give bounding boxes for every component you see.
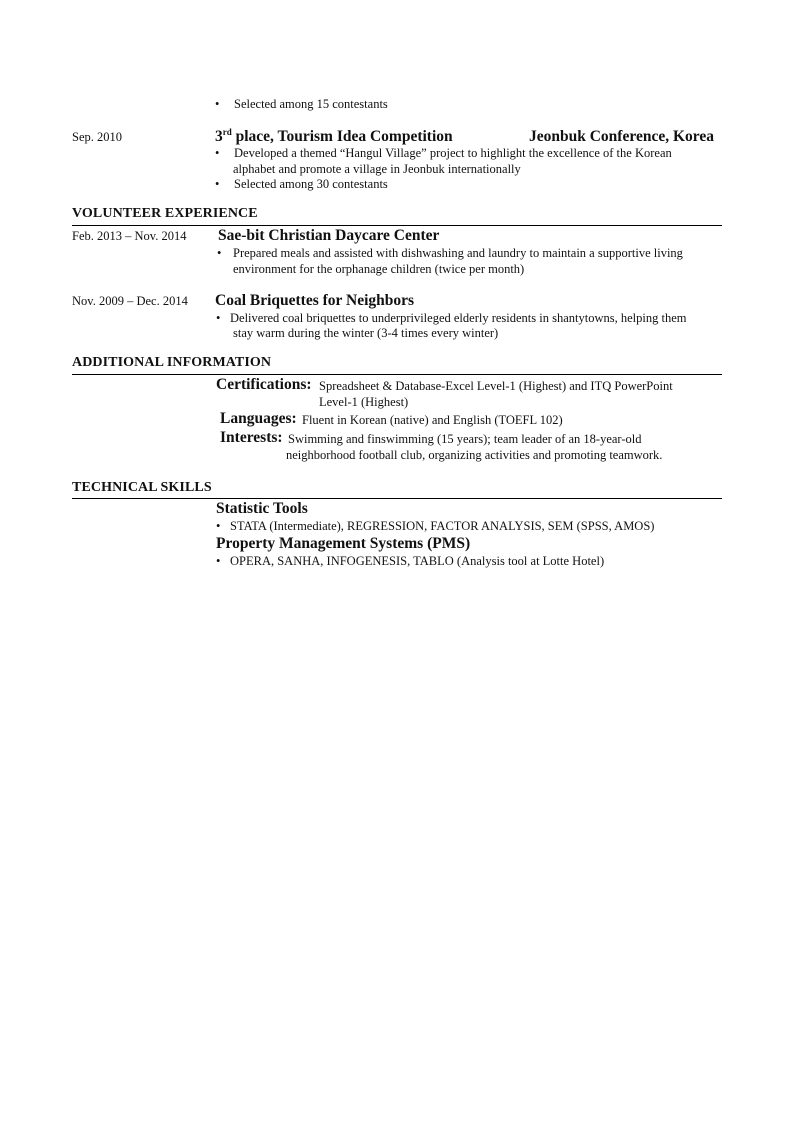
languages-label: Languages: xyxy=(220,410,297,427)
entry-date: Sep. 2010 xyxy=(72,130,122,144)
skill-group-title: Property Management Systems (PMS) xyxy=(216,535,471,552)
section-heading-technical: TECHNICAL SKILLS xyxy=(72,480,212,495)
skill-item: STATA (Intermediate), REGRESSION, FACTOR ANALYSIS, SEM (SPSS, AMOS) xyxy=(230,519,655,533)
section-rule xyxy=(72,225,722,226)
bullet-text: Selected among 15 contestants xyxy=(234,97,388,111)
entry-title: Sae-bit Christian Daycare Center xyxy=(218,227,440,244)
certifications-label: Certifications: xyxy=(216,376,312,393)
bullet-text: Prepared meals and assisted with dishwashing and laundry to maintain a supportive living xyxy=(233,246,683,260)
bullet-text-continued: stay warm during the winter (3-4 times every winter) xyxy=(233,326,499,340)
entry-title: Coal Briquettes for Neighbors xyxy=(215,292,415,309)
languages-text: Fluent in Korean (native) and English (TOEFL 102) xyxy=(302,413,563,427)
interests-text-continued: neighborhood football club, organizing activities and promoting teamwork. xyxy=(286,448,663,462)
section-rule xyxy=(72,498,722,499)
certifications-text-continued: Level-1 (Highest) xyxy=(319,395,409,409)
bullet-marker: • xyxy=(217,246,222,260)
bullet-marker: • xyxy=(215,146,220,160)
entry-organization: Jeonbuk Conference, Korea xyxy=(529,128,714,145)
bullet-text: Delivered coal briquettes to underprivileged elderly residents in shantytowns, helping them xyxy=(230,311,687,325)
entry-date: Feb. 2013 – Nov. 2014 xyxy=(72,229,187,243)
skill-group-title: Statistic Tools xyxy=(216,500,308,517)
interests-text: Swimming and finswimming (15 years); team leader of an 18-year-old xyxy=(288,432,642,446)
certifications-text: Spreadsheet & Database-Excel Level-1 (Highest) and ITQ PowerPoint xyxy=(319,379,673,393)
bullet-marker: • xyxy=(215,97,220,111)
bullet-text-continued: alphabet and promote a village in Jeonbuk internationally xyxy=(233,162,521,176)
bullet-marker: • xyxy=(216,554,221,568)
bullet-marker: • xyxy=(216,311,221,325)
section-heading-additional: ADDITIONAL INFORMATION xyxy=(72,355,272,370)
interests-label: Interests: xyxy=(220,429,283,446)
bullet-marker: • xyxy=(215,177,220,191)
skill-item: OPERA, SANHA, INFOGENESIS, TABLO (Analysis tool at Lotte Hotel) xyxy=(230,554,605,568)
bullet-text: Developed a themed “Hangul Village” project to highlight the excellence of the Korean xyxy=(234,146,672,160)
section-heading-volunteer: VOLUNTEER EXPERIENCE xyxy=(72,206,258,221)
entry-title: 3rd place, Tourism Idea Competition xyxy=(215,127,453,145)
bullet-text-continued: environment for the orphanage children (twice per month) xyxy=(233,262,525,276)
bullet-marker: • xyxy=(216,519,221,533)
entry-date: Nov. 2009 – Dec. 2014 xyxy=(72,294,188,308)
section-rule xyxy=(72,374,722,375)
bullet-text: Selected among 30 contestants xyxy=(234,177,388,191)
